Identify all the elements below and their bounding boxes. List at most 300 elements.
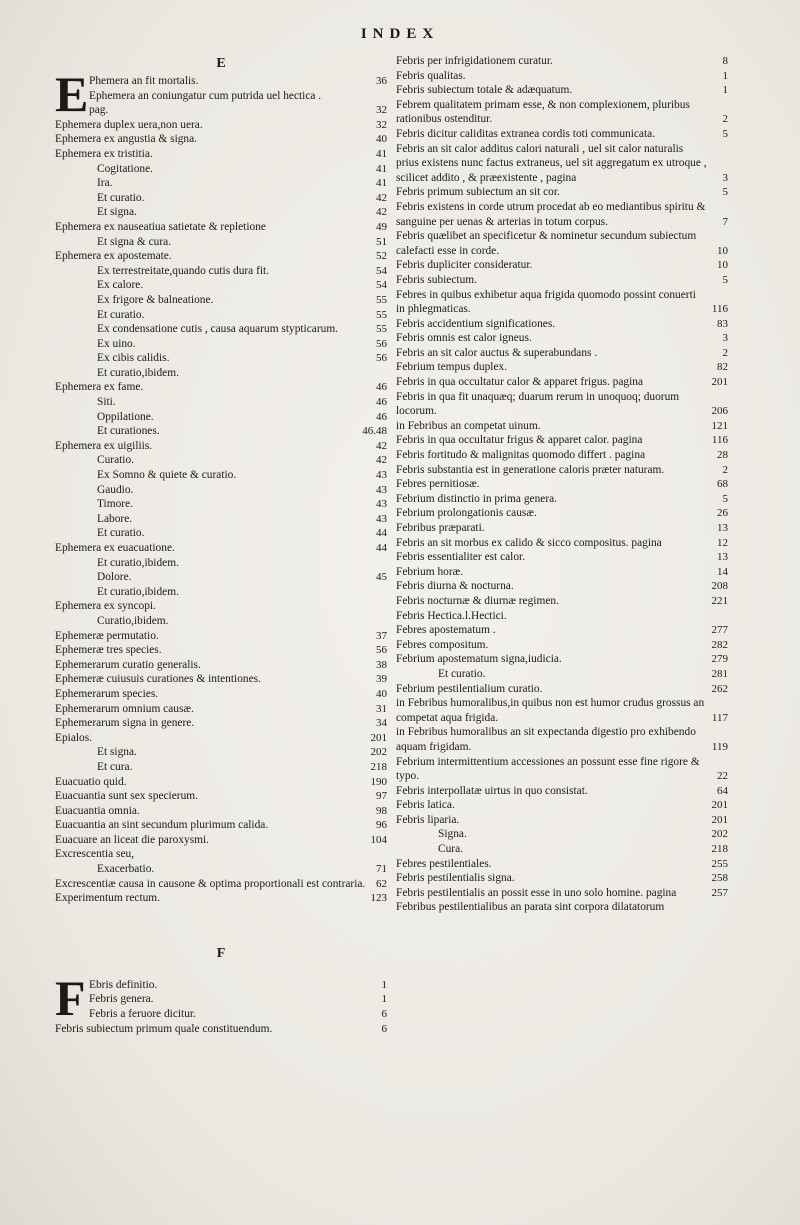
entry-text: Ex terrestreitate,quando cutis dura fit.	[97, 264, 270, 277]
index-entry	[396, 900, 728, 915]
index-entry	[55, 570, 387, 585]
entry-text: Ex condensatione cutis , causa aquarum stypticarum.	[97, 323, 339, 336]
entry-page-number: 258	[711, 872, 728, 885]
index-entry	[396, 565, 728, 580]
index-entry	[55, 585, 387, 600]
index-entry	[396, 477, 728, 492]
entry-page-number: 40	[376, 687, 387, 700]
index-entry	[55, 687, 387, 702]
entry-page-number: 96	[376, 819, 387, 832]
index-entry	[396, 609, 728, 624]
entry-text: Febrem qualitatem primam esse, & non complexionem, pluribus rationibus ostenditur.	[396, 98, 690, 126]
entry-page-number: 1	[381, 993, 387, 1006]
index-entry	[396, 419, 728, 434]
entry-text: Et curatio.	[97, 191, 145, 204]
entry-text: Euacuare an liceat die paroxysmi.	[55, 833, 210, 846]
entry-text: Ephemerarum signa in genere.	[55, 717, 195, 730]
entry-page-number: 34	[376, 717, 387, 730]
entry-text: Ephemera ex tristitia.	[55, 147, 153, 160]
entry-page-number: 49	[376, 220, 387, 233]
entry-text: Febris latica.	[396, 799, 455, 812]
entry-text: in Febribus humoralibus,in quibus non est humor crudus grossus an competat aqua frigida.	[396, 697, 705, 724]
index-entry	[396, 390, 728, 419]
entry-page-number: 42	[376, 191, 387, 204]
entry-text: Febris quælibet an specificetur & nominetur secundum subiectum calefacti esse in corde.	[396, 230, 697, 257]
entry-page-number: 41	[376, 177, 387, 190]
entry-text: Febris qualitas.	[396, 69, 466, 82]
entry-text: Febris essentialiter est calor.	[396, 551, 526, 564]
entry-text: Euacuantia an sint secundum plurimum calida.	[55, 819, 269, 832]
entry-page-number: 282	[711, 638, 728, 651]
entry-text: pag.	[89, 104, 109, 117]
e-initial-block	[55, 66, 387, 122]
index-entry	[55, 366, 387, 381]
entry-page-number: 46.48	[362, 425, 387, 438]
entry-page-number: 37	[376, 629, 387, 642]
entry-page-number: 257	[711, 886, 728, 899]
entry-page-number: 36	[376, 75, 387, 87]
entry-page-number: 43	[376, 512, 387, 525]
index-list-f	[55, 1022, 387, 1037]
entry-text: Gaudio.	[97, 483, 134, 496]
entry-text: Febris fortitudo & malignitas quomodo differt . pagina	[396, 449, 646, 462]
index-entry	[396, 827, 728, 842]
index-entry	[396, 886, 728, 901]
entry-page-number: 44	[376, 542, 387, 554]
entry-page-number: 1	[722, 84, 728, 97]
index-entry	[396, 360, 728, 375]
entry-page-number: 10	[717, 259, 728, 272]
entry-page-number: 40	[376, 133, 387, 146]
index-entry	[396, 755, 728, 784]
index-entry	[55, 643, 387, 658]
entry-text: Euacuatio quid.	[55, 775, 127, 788]
index-entry	[55, 453, 387, 468]
entry-page-number: 71	[376, 863, 387, 876]
index-entry	[55, 716, 387, 731]
entry-page-number: 51	[376, 235, 387, 248]
index-entry	[55, 789, 387, 804]
entry-page-number: 32	[376, 118, 387, 131]
index-entry	[55, 877, 387, 892]
entry-text: Exacerbatio.	[97, 863, 155, 876]
index-entry	[55, 847, 387, 862]
index-entry	[55, 731, 387, 746]
entry-page-number: 201	[711, 376, 728, 389]
entry-page-number: 64	[717, 784, 728, 797]
entry-text: Euacuantia omnia.	[55, 804, 140, 817]
entry-text: Febris diurna & nocturna.	[396, 580, 514, 593]
index-entry	[396, 433, 728, 448]
entry-page-number: 104	[370, 833, 387, 846]
entry-text: Febris primum subiectum an sit cor.	[396, 186, 560, 199]
index-entry	[55, 512, 387, 527]
entry-page-number: 5	[722, 127, 728, 140]
entry-text: Febrium horæ.	[396, 565, 464, 578]
entry-text: Febris in qua occultatur calor & apparet frigus. pagina	[396, 376, 644, 389]
index-entry	[55, 395, 387, 410]
entry-page-number: 43	[376, 483, 387, 496]
entry-text: Ex frigore & balneatione.	[97, 293, 214, 306]
index-entry	[396, 98, 728, 127]
index-entry	[55, 702, 387, 717]
entry-page-number: 31	[376, 702, 387, 715]
entry-text: Febris interpollatæ uirtus in quo consistat.	[396, 784, 588, 797]
entry-text: Et signa & cura.	[97, 235, 172, 248]
entry-page-number: 13	[717, 551, 728, 564]
index-entry	[396, 652, 728, 667]
entry-text: Febris subiectum primum quale constituendum.	[55, 1022, 273, 1035]
page-header: INDEX	[360, 26, 440, 42]
index-entry	[55, 658, 387, 673]
index-entry	[396, 623, 728, 638]
entry-text: Febris pestilentialis an possit esse in uno solo homine. pagina	[396, 886, 677, 899]
index-entry	[396, 682, 728, 697]
entry-text: Cura.	[438, 843, 463, 856]
index-entry	[55, 220, 387, 235]
entry-page-number: 221	[711, 594, 728, 607]
entry-text: Ephemeræ permutatio.	[55, 629, 159, 642]
index-entry	[396, 696, 728, 725]
index-entry	[396, 784, 728, 799]
entry-page-number: 202	[370, 746, 387, 759]
entry-text: Febris a feruore dicitur.	[89, 1008, 196, 1021]
entry-page-number: 10	[717, 244, 728, 257]
entry-page-number: 13	[717, 522, 728, 534]
index-entry	[55, 293, 387, 308]
entry-page-number: 6	[381, 1022, 387, 1035]
entry-text: Febris omnis est calor igneus.	[396, 332, 532, 345]
index-entry	[89, 992, 387, 1007]
entry-text: Febris liparia.	[396, 813, 460, 826]
entry-page-number: 277	[711, 624, 728, 637]
index-entry	[89, 1007, 387, 1022]
entry-text: Febrium intermittentium accessiones an possunt esse fine rigore & typo.	[396, 755, 700, 783]
index-entry	[55, 322, 387, 337]
index-list-e	[55, 118, 387, 906]
entry-page-number: 255	[711, 857, 728, 870]
entry-text: Ephemera ex nauseatiua satietate & repletione	[55, 220, 266, 233]
entry-text: Febris subiectum totale & adæquatum.	[396, 84, 573, 97]
entry-page-number: 5	[722, 186, 728, 199]
entry-page-number: 26	[717, 507, 728, 520]
index-entry	[396, 229, 728, 258]
index-entry	[55, 439, 387, 454]
entry-text: Excrescentia seu,	[55, 848, 135, 861]
dropcap-e: E	[55, 66, 89, 122]
section-gap	[55, 964, 387, 978]
entry-text: Febris accidentium significationes.	[396, 317, 556, 330]
entry-text: Febris in qua fit unaquæq; duarum rerum in unoquoq; duorum locorum.	[396, 390, 680, 418]
entry-text: Et curatio,ibidem.	[97, 366, 179, 379]
entry-page-number: 38	[376, 658, 387, 671]
index-entry	[396, 69, 728, 84]
index-entry	[55, 745, 387, 760]
entry-text: Febrium pestilentialium curatio.	[396, 682, 543, 695]
index-entry	[396, 813, 728, 828]
index-entry	[55, 556, 387, 571]
entry-page-number: 14	[717, 565, 728, 578]
entry-text: Phemera an fit mortalis.	[89, 75, 199, 87]
index-entry	[55, 497, 387, 512]
index-entry	[55, 891, 387, 906]
entry-page-number: 3	[722, 171, 728, 184]
index-entry	[396, 506, 728, 521]
entry-text: Febris genera.	[89, 993, 154, 1006]
entry-text: Ex uino.	[97, 337, 136, 350]
entry-text: Febris subiectum.	[396, 273, 477, 286]
entry-text: Euacuantia sunt sex specierum.	[55, 790, 198, 803]
entry-text: Ira.	[97, 177, 113, 190]
index-entry	[396, 871, 728, 886]
entry-page-number: 45	[376, 571, 387, 584]
index-entry	[89, 74, 387, 89]
index-entry	[55, 132, 387, 147]
entry-text: Ephemerarum omnium causæ.	[55, 702, 194, 715]
index-entry	[55, 1022, 387, 1037]
entry-text: Ephemera duplex uera,non uera.	[55, 118, 203, 131]
entry-text: Febris Hectica.l.Hectici.	[396, 609, 507, 622]
entry-text: Febres pestilentiales.	[396, 857, 492, 870]
index-entry	[396, 842, 728, 857]
index-entry	[55, 526, 387, 541]
index-entry	[396, 273, 728, 288]
index-entry	[55, 308, 387, 323]
entry-text: Febris substantia est in generatione caloris præter naturam.	[396, 463, 665, 476]
index-entry	[55, 410, 387, 425]
entry-text: in Febribus humoralibus an sit expectanda digestio pro exhibendo aquam frigidam.	[396, 726, 696, 753]
entry-text: Cogitatione.	[97, 162, 153, 175]
entry-page-number: 201	[370, 731, 387, 744]
entry-text: Ephemera an coniungatur cum putrida uel hectica .	[89, 89, 322, 102]
entry-text: Et signa.	[97, 206, 137, 219]
entry-page-number: 46	[376, 396, 387, 409]
index-entry	[55, 760, 387, 775]
entry-page-number: 42	[376, 206, 387, 219]
entry-page-number: 119	[711, 740, 728, 753]
index-entry	[396, 200, 728, 229]
entry-page-number: 55	[376, 293, 387, 306]
entry-text: Febrium tempus duplex.	[396, 361, 508, 374]
index-entry	[396, 317, 728, 332]
index-entry	[396, 331, 728, 346]
index-entry	[55, 629, 387, 644]
entry-text: Siti.	[97, 396, 116, 409]
entry-page-number: 190	[370, 775, 387, 788]
entry-page-number: 56	[376, 644, 387, 657]
index-entry	[396, 288, 728, 317]
entry-page-number: 1	[381, 978, 387, 991]
entry-page-number: 281	[711, 667, 728, 680]
entry-page-number: 22	[717, 770, 728, 783]
section-letter-e: E	[216, 56, 226, 71]
entry-text: Febris in qua occultatur frigus & apparet calor. pagina	[396, 434, 643, 447]
f-initial-block	[55, 969, 387, 1026]
index-entry	[89, 103, 387, 118]
entry-page-number: 54	[376, 264, 387, 277]
entry-text: Et curationes.	[97, 425, 160, 438]
entry-text: Febribus pestilentialibus an parata sint corpora dilatatorum	[396, 901, 665, 914]
entry-text: Ebris definitio.	[89, 978, 158, 991]
entry-text: Excrescentiæ causa in causone & optima proportionali est contraria.	[55, 877, 366, 890]
entry-text: Ephemeræ cuiusuis curationes & intentiones.	[55, 673, 261, 686]
index-entry	[396, 83, 728, 98]
entry-text: Febris existens in corde utrum procedat ab eo mediantibus spiritu & sanguine per uenas & arterias in totum corpus.	[396, 200, 706, 228]
entry-page-number: 44	[376, 527, 387, 540]
entry-text: Curatio,ibidem.	[97, 614, 169, 627]
entry-text: Febres in quibus exhibetur aqua frigida quomodo possint conuerti in phlegmaticas.	[396, 288, 696, 316]
entry-page-number: 97	[376, 790, 387, 803]
index-entry	[89, 978, 387, 993]
entry-page-number: 46	[376, 381, 387, 394]
entry-page-number: 98	[376, 804, 387, 817]
section-letter-f: F	[216, 945, 226, 961]
index-entry	[396, 798, 728, 813]
entry-page-number: 121	[711, 419, 728, 432]
index-entry	[55, 162, 387, 177]
index-entry	[55, 599, 387, 614]
entry-page-number: 2	[722, 113, 728, 126]
index-entry	[89, 89, 387, 104]
entry-text: Et curatio,ibidem.	[97, 556, 179, 569]
index-entry	[396, 185, 728, 200]
entry-text: Ephemera ex fame.	[55, 381, 144, 394]
entry-page-number: 42	[376, 454, 387, 467]
entry-text: Et curatio.	[97, 308, 145, 321]
entry-text: Ex Somno & quiete & curatio.	[97, 469, 237, 482]
index-entry	[396, 492, 728, 507]
index-entry	[396, 725, 728, 754]
entry-page-number: 218	[711, 843, 728, 856]
entry-page-number: 55	[376, 308, 387, 321]
entry-text: Ephemeræ tres species.	[55, 644, 162, 657]
entry-page-number: 116	[711, 303, 728, 316]
entry-page-number: 42	[376, 439, 387, 452]
entry-page-number: 5	[722, 273, 728, 286]
entry-page-number: 1	[722, 69, 728, 82]
entry-page-number: 6	[381, 1008, 387, 1021]
entry-page-number: 117	[711, 711, 728, 724]
entry-text: Timore.	[97, 498, 133, 511]
index-entry	[396, 638, 728, 653]
entry-page-number: 123	[370, 892, 387, 905]
entry-page-number: 5	[722, 492, 728, 505]
right-column	[396, 54, 728, 915]
entry-text: Febrium prolongationis causæ.	[396, 507, 537, 520]
index-entry	[55, 249, 387, 264]
entry-text: Febris per infrigidationem curatur.	[396, 55, 553, 67]
index-entry	[396, 448, 728, 463]
entry-page-number: 43	[376, 469, 387, 482]
entry-page-number: 52	[376, 250, 387, 263]
index-entry	[55, 337, 387, 352]
dropcap-f: F	[55, 969, 86, 1026]
entry-text: Febris pestilentialis signa.	[396, 872, 515, 885]
entry-text: Et signa.	[97, 746, 137, 759]
entry-page-number: 7	[722, 215, 728, 228]
entry-page-number: 12	[717, 536, 728, 549]
index-entry	[396, 521, 728, 536]
entry-text: Febris an sit calor auctus & superabundans .	[396, 346, 598, 359]
entry-page-number: 116	[711, 434, 728, 447]
index-entry	[55, 614, 387, 629]
entry-text: Febribus præparati.	[396, 522, 485, 534]
e-first-lines	[89, 74, 387, 118]
entry-text: Dolore.	[97, 571, 132, 584]
entry-text: Febrium apostematum signa,iudicia.	[396, 653, 562, 666]
index-entry	[55, 483, 387, 498]
entry-page-number: 43	[376, 498, 387, 511]
entry-page-number: 41	[376, 147, 387, 160]
index-entry	[55, 235, 387, 250]
entry-page-number: 68	[717, 478, 728, 491]
entry-text: Febres apostematum .	[396, 624, 496, 637]
entry-page-number: 262	[711, 682, 728, 695]
index-entry	[55, 862, 387, 877]
index-entry	[55, 424, 387, 439]
index-list-right	[396, 54, 728, 915]
index-entry	[55, 278, 387, 293]
entry-page-number: 8	[722, 55, 728, 67]
entry-page-number: 279	[711, 653, 728, 666]
entry-text: Ephemera ex uigiliis.	[55, 439, 153, 452]
entry-text: Ephemera ex syncopi.	[55, 600, 156, 613]
entry-page-number: 208	[711, 580, 728, 593]
entry-text: in Febribus an competat uinum.	[396, 419, 541, 432]
left-column	[55, 54, 387, 1036]
entry-text: Ephemera ex euacuatione.	[55, 542, 175, 554]
index-entry	[55, 541, 387, 556]
index-entry	[396, 375, 728, 390]
index-entry	[396, 54, 728, 69]
entry-text: Febris nocturnæ & diurnæ regimen.	[396, 594, 559, 607]
entry-page-number: 2	[722, 463, 728, 476]
entry-text: Ephemerarum species.	[55, 687, 159, 700]
index-entry	[55, 672, 387, 687]
entry-text: Febres pernitiosæ.	[396, 478, 480, 491]
index-entry	[55, 818, 387, 833]
index-entry	[55, 147, 387, 162]
entry-page-number: 28	[717, 449, 728, 462]
entry-text: Et cura.	[97, 760, 133, 773]
entry-text: Epialos.	[55, 731, 93, 744]
index-entry	[55, 804, 387, 819]
entry-page-number: 206	[711, 405, 728, 418]
index-entry	[55, 118, 387, 133]
index-entry	[55, 775, 387, 790]
entry-text: Ex cibis calidis.	[97, 352, 170, 365]
entry-page-number: 218	[370, 760, 387, 773]
entry-text: Febris dicitur caliditas extranea cordis toti communicata.	[396, 127, 656, 140]
entry-page-number: 62	[376, 877, 387, 890]
entry-page-number: 201	[711, 813, 728, 826]
index-entry	[396, 127, 728, 142]
entry-text: Et curatio.	[438, 667, 486, 680]
index-entry	[396, 142, 728, 186]
entry-text: Ephemera ex apostemate.	[55, 250, 172, 263]
index-entry	[55, 191, 387, 206]
entry-page-number: 56	[376, 352, 387, 365]
index-entry	[55, 176, 387, 191]
index-entry	[396, 463, 728, 478]
entry-text: Ephemera ex angustia & signa.	[55, 133, 198, 146]
index-entry	[55, 351, 387, 366]
entry-text: Ex calore.	[97, 279, 144, 292]
index-entry	[55, 833, 387, 848]
index-entry	[55, 468, 387, 483]
entry-page-number: 202	[711, 828, 728, 841]
entry-text: Experimentum rectum.	[55, 892, 161, 905]
